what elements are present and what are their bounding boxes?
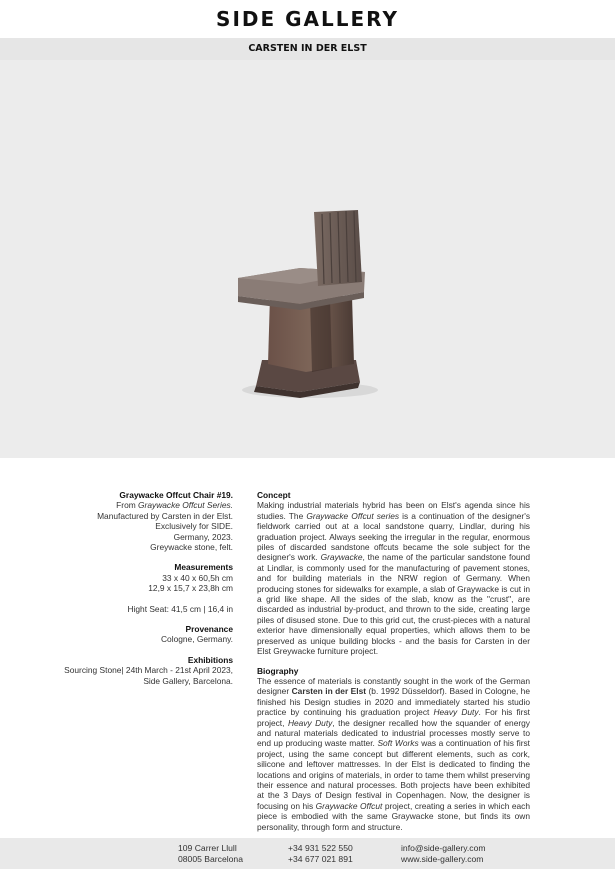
bio-italic: Graywacke Offcut (315, 800, 383, 811)
concept-part: is a continuation of the designer's fieldwork carried out at a local sandstone quarry, Lindlar, during his graduation project. Always seeking the irregular in the regular, enormous piles of discarded sandstone offcuts became the sole subject for the designer's work. (257, 510, 531, 563)
bio-part: was a continuation of his first project, using the same concept but different elements, such as cork, silicone and leftover mattresses. In der Elst is dedicated to finding the locations and origins of materials, in order to tame them whilst preserving their essence and natural processes. Both projects have been exhibited at the 3 Days of Design festival in Copenhagen. Now, the designer is focusing on his (257, 738, 530, 811)
bio-italic: Heavy Duty (287, 717, 333, 728)
exhibition-line-1: Sourcing Stone| 24th March - 21st April 2023, (64, 665, 233, 676)
artwork-manufacturer: Manufactured by Carsten in der Elst. (97, 510, 233, 521)
artist-name-bar: CARSTEN IN DER ELST (0, 38, 615, 60)
artwork-material: Greywacke stone, felt. (150, 542, 233, 553)
artwork-title: Graywacke Offcut Chair #19. (119, 490, 233, 500)
biography-heading: Biography (257, 665, 299, 676)
series-prefix: From (116, 500, 139, 511)
bio-part: . For his first project, (257, 707, 530, 728)
concept-italic: Graywacke (320, 552, 363, 563)
artwork-exclusive: Exclusively for SIDE. (155, 521, 233, 532)
concept-part: , the name of the particular sandstone found at Lindlar, is commonly used for the manufacturing of pavement stones, and for building materials in the NRW region of Germany. When producing stones for sidewalks for example, a slab of Graywacke is cut in a grid like shape. All the sides of the slab, know as the "crust", are discarded as industrial by-product, and thrown to the side, creating large piles of disused stone. Due to this grid cut, the crust-pieces with a natural exterior have dimensionally equal properties, which allows them to be preserved as unique building blocks - and the basis for Carsten in der Elst Greywacke furniture project. (257, 552, 530, 657)
description-column (257, 490, 530, 832)
gallery-brand-title: SIDE GALLERY (216, 7, 399, 31)
phone-1[interactable]: +34 931 522 550 (288, 843, 353, 853)
address-line-2: 08005 Barcelona (178, 854, 243, 864)
concept-heading: Concept (257, 490, 291, 500)
footer-address (178, 843, 243, 865)
concept-text (257, 500, 530, 656)
footer-phones (288, 843, 353, 865)
bio-italic: Heavy Duty (433, 707, 479, 718)
contact-footer (0, 838, 615, 869)
bio-bold: Carsten in der Elst (291, 686, 367, 697)
bio-italic: Soft Works (377, 738, 419, 749)
artwork-origin: Germany, 2023. (173, 531, 233, 542)
chair-illustration (0, 60, 615, 458)
provenance-heading: Provenance (185, 624, 233, 635)
bio-part: The essence of materials is constantly sought in the work of the German designer (257, 675, 530, 697)
chair-photo (0, 60, 615, 458)
concept-italic: Graywacke Offcut series (306, 510, 400, 521)
measurements-heading: Measurements (174, 562, 233, 573)
provenance-value: Cologne, Germany. (161, 634, 233, 645)
pedestal-dark-face (310, 298, 332, 372)
phone-2[interactable]: +34 677 021 891 (288, 854, 353, 864)
address-line-1: 109 Carrer Llull (178, 843, 237, 853)
bio-part: , the designer recalled how the squander of energy and natural materials dedicated to industrial processes mostly serve to end up producing waste matter. (257, 717, 530, 749)
artwork-series (40, 500, 233, 510)
measurements-in: 12,9 x 15,7 x 23,8h cm (148, 583, 233, 594)
artwork-details (40, 490, 233, 686)
email-link[interactable]: info@side-gallery.com (401, 843, 486, 853)
exhibition-line-2: Side Gallery, Barcelona. (143, 675, 233, 686)
bio-part: (b. 1992 Düsseldorf). Based in Cologne, he finished his Design studies in 2020 and immediately started his studio practice by continuing his graduation project (257, 686, 530, 718)
concept-part: Making industrial materials hybrid has been on Elst's agenda since his studies. The (257, 500, 530, 521)
series-name: Graywacke Offcut Series. (138, 500, 233, 511)
website-link[interactable]: www.side-gallery.com (401, 854, 484, 864)
bio-part: project, creating a series in which each piece is embodied with the same Graywacke stone, but finds its own personality, through form and structure. (257, 800, 530, 832)
seat-height: Hight Seat: 41,5 cm | 16,4 in (127, 603, 233, 614)
footer-web (401, 843, 486, 865)
measurements-cm: 33 x 40 x 60,5h cm (162, 572, 233, 583)
exhibitions-heading: Exhibitions (187, 654, 233, 665)
biography-text (257, 676, 530, 832)
